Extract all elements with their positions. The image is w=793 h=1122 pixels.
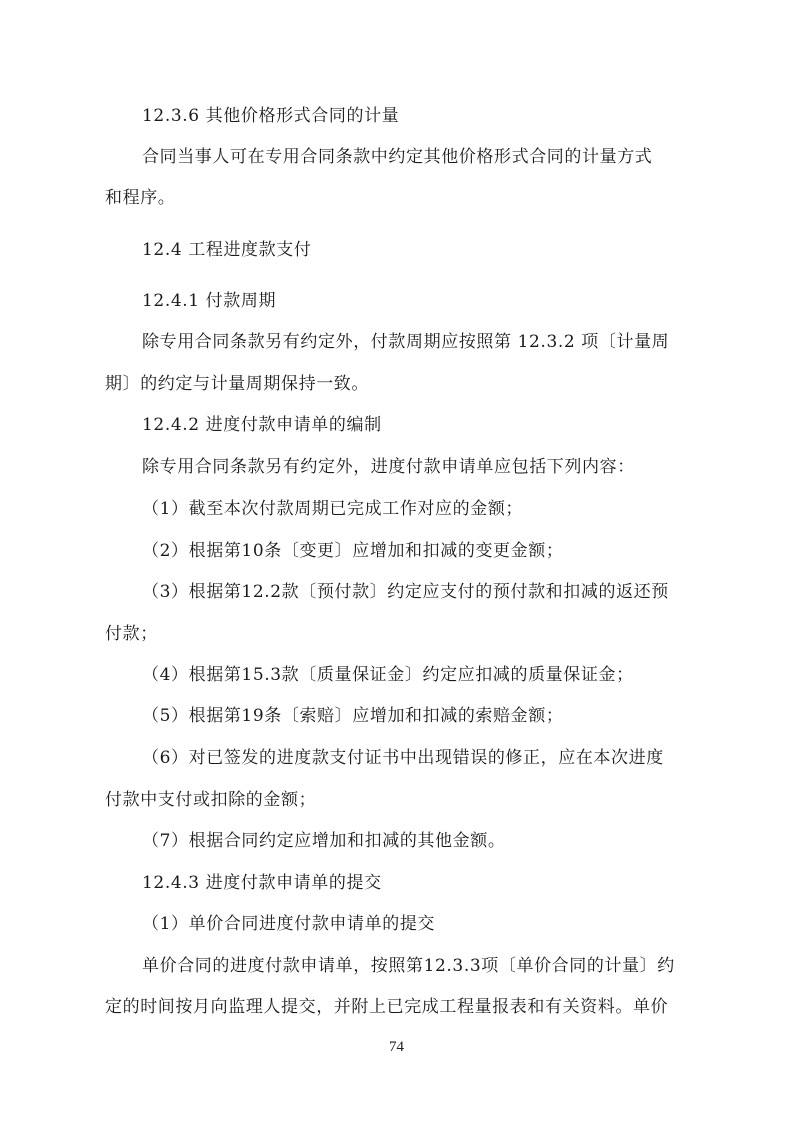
list-item: （4）根据第15.3款〔质量保证金〕约定应扣减的质量保证金； xyxy=(142,665,634,685)
paragraph-line: 单价合同的进度付款申请单，按照第12.3.3项〔单价合同的计量〕约 xyxy=(142,956,675,976)
paragraph-line: 和程序。 xyxy=(105,188,176,208)
subheading: （1）单价合同进度付款申请单的提交 xyxy=(142,914,436,934)
heading-12-4-1: 12.4.1 付款周期 xyxy=(142,291,277,311)
paragraph-line: 期〕的约定与计量周期保持一致。 xyxy=(105,374,369,394)
list-item-continuation: 付款中支付或扣除的金额； xyxy=(105,790,317,810)
heading-12-3-6: 12.3.6 其他价格形式合同的计量 xyxy=(142,106,400,126)
list-item: （2）根据第10条〔变更〕应增加和扣减的变更金额； xyxy=(142,541,564,561)
paragraph-line: 合同当事人可在专用合同条款中约定其他价格形式合同的计量方式 xyxy=(142,147,653,167)
list-item: （3）根据第12.2款〔预付款〕约定应支付的预付款和扣减的返还预 xyxy=(142,582,669,602)
list-item: （1）截至本次付款周期已完成工作对应的金额； xyxy=(142,499,524,519)
list-item: （7）根据合同约定应增加和扣减的其他金额。 xyxy=(142,831,506,851)
heading-12-4-2: 12.4.2 进度付款申请单的编制 xyxy=(142,415,382,435)
list-item: （5）根据第19条〔索赔〕应增加和扣减的索赔金额； xyxy=(142,706,564,726)
list-item-continuation: 付款； xyxy=(105,624,158,644)
paragraph-line: 除专用合同条款另有约定外，进度付款申请单应包括下列内容： xyxy=(142,457,635,477)
list-item: （6）对已签发的进度款支付证书中出现错误的修正，应在本次进度 xyxy=(142,748,664,768)
heading-12-4-3: 12.4.3 进度付款申请单的提交 xyxy=(142,873,382,893)
heading-12-4: 12.4 工程进度款支付 xyxy=(142,240,312,260)
paragraph-line: 除专用合同条款另有约定外，付款周期应按照第 12.3.2 项〔计量周 xyxy=(142,332,670,352)
paragraph-line: 定的时间按月向监理人提交，并附上已完成工程量报表和有关资料。单价 xyxy=(105,997,669,1017)
page-number: 74 xyxy=(389,1039,404,1055)
